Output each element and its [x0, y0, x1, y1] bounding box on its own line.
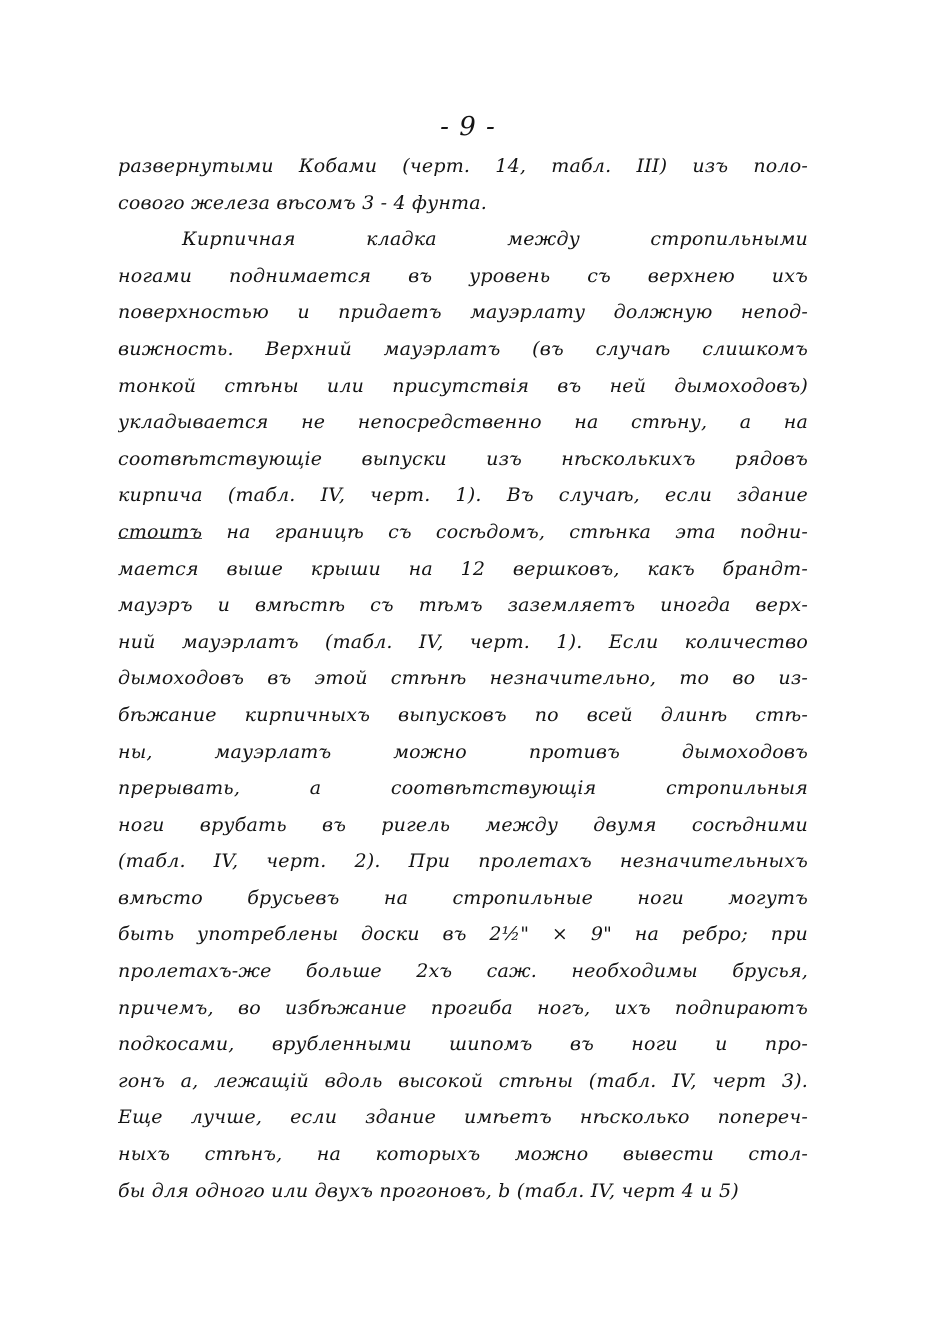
text-line-24: причемъ, во избѣжание прогиба ногъ, ихъ подпираютъ	[118, 996, 808, 1019]
text-line-18: прерывать, а соотвѣтствующiя стропильныя	[118, 777, 808, 800]
text-line-22: быть употреблены доски въ 2½" × 9" на ребро; при	[118, 923, 808, 946]
handwritten-text-block	[118, 148, 808, 1209]
text-line-2: сового железа вѣсомъ 3 - 4 фунта.	[118, 191, 488, 214]
text-line-7: тонкой стѣны или присутствiя въ ней дымоходовъ)	[118, 374, 808, 397]
text-line-20: (табл. IV, черт. 2). При пролетахъ незначительныхъ	[118, 850, 808, 873]
text-line-12: мается выше крыши на 12 вершковъ, какъ брандт-	[118, 557, 808, 580]
text-line-11: стоитъ на границѣ съ сосѣдомъ, стѣнка эта подни-	[118, 520, 808, 543]
page-number: - 9 -	[440, 112, 496, 142]
text-line-13: мауэръ и вмѣстѣ съ тѣмъ заземляетъ иногда верх-	[118, 594, 808, 617]
text-line-4: ногами поднимается въ уровень съ верхнею ихъ	[118, 264, 808, 287]
text-line-17: ны, мауэрлатъ можно противъ дымоходовъ	[118, 740, 808, 763]
text-line-1: развернутыми Кобами (черт. 14, табл. III) изъ поло-	[118, 155, 808, 177]
text-line-9: соотвѣтствующiе выпуски изъ нѣсколькихъ рядовъ	[118, 447, 808, 470]
text-line-14: ний мауэрлатъ (табл. IV, черт. 1). Если количество	[118, 630, 808, 653]
text-line-5: поверхностью и придаетъ мауэрлату должную непод-	[118, 301, 808, 324]
text-line-25: подкосами, врубленными шипомъ въ ноги и про-	[118, 1033, 808, 1056]
text-line-19: ноги врубать въ ригель между двумя сосѣдними	[118, 813, 808, 836]
text-line-21: вмѣсто брусьевъ на стропильные ноги могутъ	[118, 886, 808, 909]
text-line-10: кирпича (табл. IV, черт. 1). Въ случаѣ, если здание	[118, 484, 808, 507]
text-line-26: гонъ a, лежащiй вдоль высокой стѣны (табл. IV, черт 3).	[118, 1069, 808, 1092]
text-line-8: укладывается не непосредственно на стѣну, а на	[118, 411, 808, 434]
text-line-15: дымоходовъ въ этой стѣнѣ незначительно, то во из-	[118, 667, 808, 690]
text-line-29: бы для одного или двухъ прогоновъ, b (табл. IV, черт 4 и 5)	[118, 1179, 739, 1202]
text-line-16: бѣжание кирпичныхъ выпусковъ по всей длинѣ стѣ-	[118, 703, 808, 726]
text-line-27: Еще лучше, если здание имѣетъ нѣсколько попереч-	[118, 1106, 808, 1129]
text-line-28: ныхъ стѣнъ, на которыхъ можно вывести стол-	[118, 1143, 808, 1166]
text-line-3: Кирпичная кладка между стропильными	[182, 228, 808, 251]
text-line-23: пролетахъ-же больше 2хъ саж. необходимы брусья,	[118, 960, 808, 983]
text-line-6: вижность. Верхний мауэрлатъ (въ случаѣ слишкомъ	[118, 337, 808, 360]
